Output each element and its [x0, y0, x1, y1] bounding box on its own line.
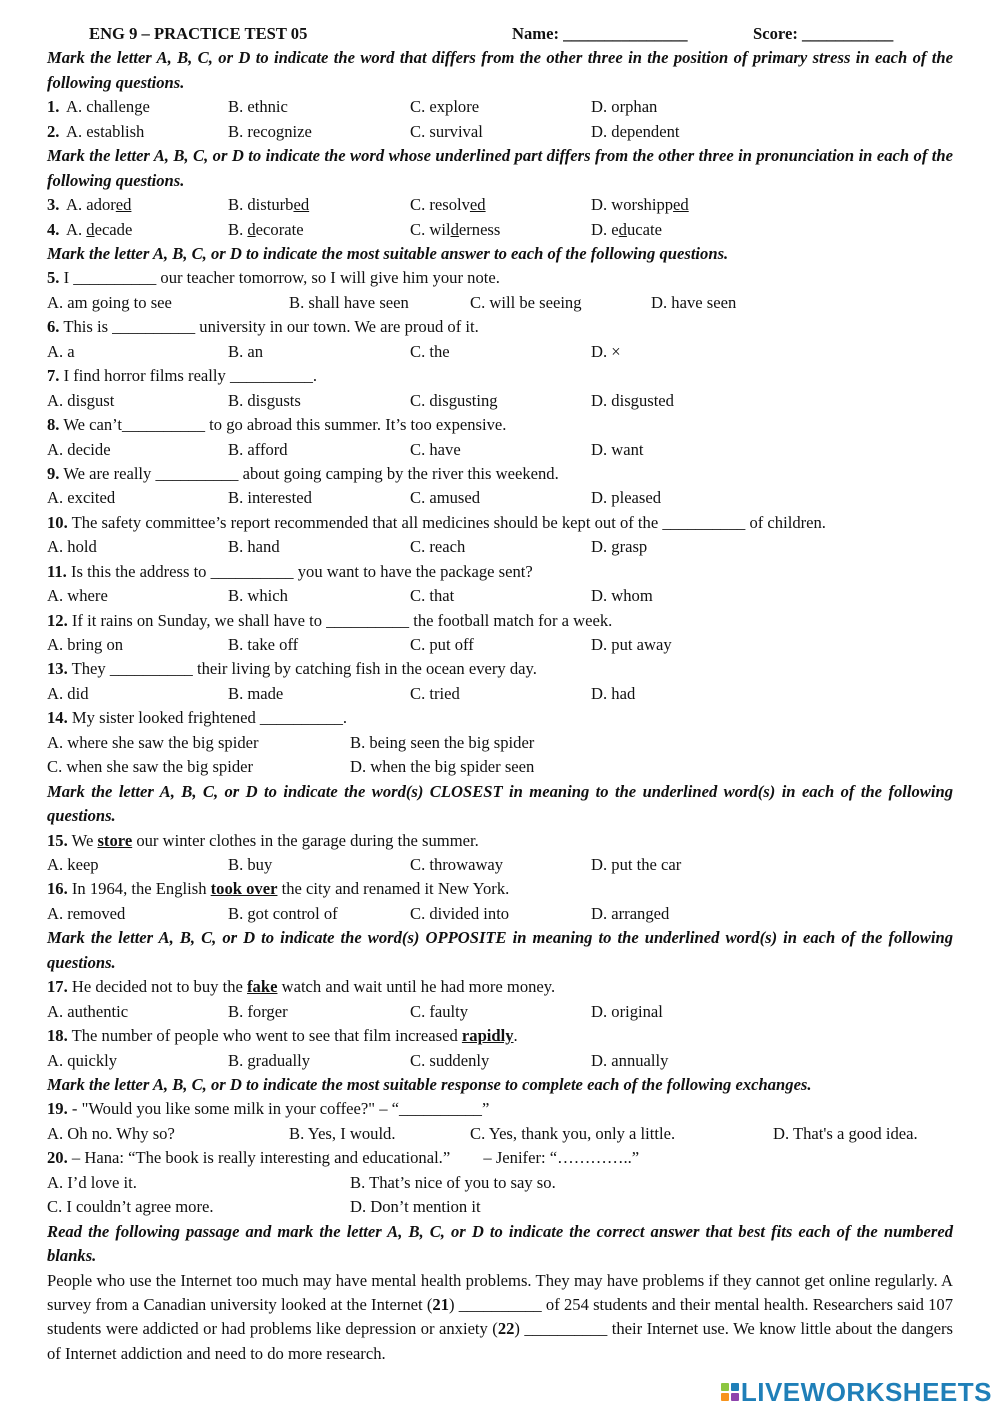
question-stem: They __________ their living by catching fish in the ocean every day. — [71, 659, 537, 679]
option-d[interactable]: D. want — [591, 439, 644, 459]
question-20-options-ab — [47, 1171, 953, 1195]
question-number: 6. — [47, 317, 60, 337]
question-number: 4. — [47, 219, 60, 239]
option-a[interactable] — [66, 193, 131, 217]
question-number: 8. — [47, 415, 60, 435]
header-row — [47, 22, 953, 46]
liveworksheets-logo — [721, 1377, 992, 1407]
question-number: 16. — [47, 879, 68, 899]
question-5-options — [47, 291, 953, 315]
question-6-stem — [47, 315, 953, 339]
option-b[interactable]: B. which — [228, 586, 288, 606]
question-stem: The number of people who went to see that film increased — [71, 1026, 462, 1046]
option-d[interactable] — [591, 193, 689, 217]
underlined-part: ed — [673, 195, 689, 215]
option-b[interactable]: B. buy — [228, 854, 273, 874]
question-12-stem — [47, 609, 953, 633]
question-8-stem — [47, 413, 953, 437]
underlined-keyword: fake — [247, 977, 278, 997]
name-field[interactable]: Name: _______________ — [512, 24, 688, 43]
option-text: D. e — [591, 219, 619, 239]
option-a[interactable]: A. hold — [47, 537, 97, 557]
question-7-stem — [47, 364, 953, 388]
option-c[interactable]: C. have — [410, 439, 461, 459]
option-text: ecorate — [255, 219, 304, 239]
question-stem: If it rains on Sunday, we shall have to __________ the football match for a week. — [71, 610, 613, 630]
option-b[interactable]: B. shall have seen — [289, 292, 409, 312]
option-d[interactable]: D. put the car — [591, 854, 682, 874]
instruction-closest: Mark the letter A, B, C, or D to indicate the word(s) CLOSEST in meaning to the underlined word(s) in each of the following questions. — [47, 781, 953, 826]
underlined-part: d — [247, 219, 256, 239]
question-stem: In 1964, the English — [71, 879, 211, 899]
option-b[interactable]: B. an — [228, 341, 264, 361]
option-c[interactable]: C. Yes, thank you, only a little. — [470, 1123, 676, 1143]
question-stem: He decided not to buy the — [71, 977, 248, 997]
question-1 — [47, 95, 953, 119]
question-stem: our winter clothes in the garage during the summer. — [132, 830, 479, 850]
option-d[interactable]: D. orphan — [591, 97, 658, 117]
question-16-stem — [47, 877, 953, 901]
option-text: ecade — [94, 219, 133, 239]
option-b[interactable]: B. interested — [228, 488, 312, 508]
worksheet-page — [47, 22, 953, 1366]
underlined-part: d — [618, 219, 627, 239]
option-text: C. wil — [410, 219, 451, 239]
option-b[interactable]: B. gradually — [228, 1050, 311, 1070]
option-d[interactable]: D. whom — [591, 586, 653, 606]
option-b[interactable]: B. Yes, I would. — [289, 1123, 396, 1143]
option-b[interactable]: B. disgusts — [228, 390, 301, 410]
option-b[interactable]: B. ethnic — [228, 97, 288, 117]
option-c[interactable]: C. tried — [410, 683, 460, 703]
option-d[interactable]: D. had — [591, 683, 636, 703]
option-b[interactable]: B. hand — [228, 537, 280, 557]
option-b[interactable] — [228, 218, 304, 242]
question-stem: This is __________ university in our town. We are proud of it. — [63, 317, 479, 337]
question-19-options — [47, 1122, 953, 1146]
option-a[interactable]: A. I’d love it. — [47, 1172, 137, 1192]
question-14-options-ab — [47, 731, 953, 755]
passage-text: ) __________ of 254 students and their mental health. Researchers said 107 students were addicted or had problems like depression or anxiety ( — [47, 1294, 953, 1339]
question-13-stem — [47, 657, 953, 681]
option-text: B. — [228, 219, 248, 239]
question-number: 18. — [47, 1026, 68, 1046]
instruction-stress: Mark the letter A, B, C, or D to indicate the word that differs from the other three in the position of primary stress in each of the following questions. — [47, 48, 953, 92]
option-a[interactable]: A. establish — [66, 121, 145, 141]
option-b[interactable]: B. afford — [228, 439, 288, 459]
question-stem: . — [513, 1026, 518, 1046]
reading-passage — [47, 1269, 953, 1367]
option-a[interactable]: A. am going to see — [47, 292, 172, 312]
option-a[interactable]: A. authentic — [47, 1001, 129, 1021]
question-20-options-cd — [47, 1195, 953, 1219]
option-c[interactable]: C. will be seeing — [470, 292, 582, 312]
option-a[interactable]: A. bring on — [47, 635, 124, 655]
option-c[interactable]: C. amused — [410, 488, 481, 508]
option-a[interactable]: A. disgust — [47, 390, 115, 410]
question-stem: We — [71, 830, 98, 850]
question-stem: – Hana: “The book is really interesting and educational.” – Jenifer: “…………..” — [67, 1148, 640, 1168]
option-d[interactable]: D. arranged — [591, 903, 670, 923]
option-c[interactable]: C. I couldn’t agree more. — [47, 1197, 214, 1217]
question-3 — [47, 193, 953, 217]
underlined-part: ed — [469, 195, 486, 215]
question-number: 1. — [47, 97, 60, 117]
question-9-options — [47, 486, 953, 510]
option-c[interactable]: C. disgusting — [410, 390, 498, 410]
option-a[interactable]: A. removed — [47, 903, 126, 923]
option-c[interactable]: C. when she saw the big spider — [47, 757, 254, 777]
option-d[interactable]: D. Don’t mention it — [350, 1197, 481, 1217]
option-d[interactable]: D. pleased — [591, 488, 662, 508]
option-d[interactable]: D. when the big spider seen — [350, 757, 535, 777]
question-14-stem — [47, 706, 953, 730]
option-text: B. disturb — [228, 195, 294, 215]
question-number: 13. — [47, 659, 68, 679]
question-19-stem — [47, 1097, 953, 1121]
option-text: ucate — [626, 219, 662, 239]
question-stem: The safety committee’s report recommended that all medicines should be kept out of the __________ of children. — [71, 512, 826, 532]
question-stem: I find horror films really __________. — [63, 366, 318, 386]
option-c[interactable] — [410, 218, 500, 242]
question-2 — [47, 120, 953, 144]
liveworksheets-logo-icon — [721, 1383, 739, 1401]
instruction-opposite: Mark the letter A, B, C, or D to indicate the word(s) OPPOSITE in meaning to the underlined word(s) in each of the following questions. — [47, 928, 953, 972]
option-b[interactable]: B. That’s nice of you to say so. — [350, 1172, 556, 1192]
option-a[interactable]: A. where — [47, 586, 108, 606]
question-number: 10. — [47, 512, 68, 532]
question-4 — [47, 218, 953, 242]
option-d[interactable] — [591, 218, 662, 242]
option-d[interactable]: D. have seen — [651, 292, 737, 312]
option-text: erness — [458, 219, 501, 239]
option-c[interactable]: C. survival — [410, 121, 483, 141]
option-a[interactable]: A. excited — [47, 488, 116, 508]
option-text: D. worshipp — [591, 195, 674, 215]
passage-text: ) __________ their Internet use. We know little about the dangers of Internet addiction and need to do more research. — [47, 1319, 953, 1363]
question-stem: the city and renamed it New York. — [277, 879, 510, 899]
question-number: 5. — [47, 268, 60, 288]
question-18-stem — [47, 1024, 953, 1048]
option-c[interactable] — [410, 193, 486, 217]
option-a[interactable]: A. challenge — [66, 97, 150, 117]
question-stem: I __________ our teacher tomorrow, so I will give him your note. — [63, 268, 500, 288]
question-13-options — [47, 682, 953, 706]
option-d[interactable]: D. × — [591, 341, 621, 361]
option-a[interactable]: A. decide — [47, 439, 111, 459]
option-a[interactable]: A. a — [47, 341, 75, 361]
option-d[interactable]: D. grasp — [591, 537, 648, 557]
question-20-stem — [47, 1146, 953, 1170]
question-9-stem — [47, 462, 953, 486]
option-b[interactable]: B. made — [228, 683, 284, 703]
underlined-part: ed — [293, 195, 310, 215]
option-a[interactable]: A. did — [47, 683, 89, 703]
test-title: ENG 9 – PRACTICE TEST 05 — [89, 24, 308, 43]
question-number: 2. — [47, 121, 60, 141]
question-5-stem — [47, 266, 953, 290]
option-text: A. ador — [66, 195, 116, 215]
underlined-part: d — [450, 219, 459, 239]
option-a[interactable]: A. quickly — [47, 1050, 118, 1070]
option-c[interactable]: C. the — [410, 341, 450, 361]
question-11-options — [47, 584, 953, 608]
question-stem: Is this the address to __________ you want to have the package sent? — [70, 561, 533, 581]
question-stem: We can’t__________ to go abroad this summer. It’s too expensive. — [63, 415, 507, 435]
option-d[interactable]: D. annually — [591, 1050, 669, 1070]
question-number: 7. — [47, 366, 60, 386]
underlined-part: ed — [115, 195, 132, 215]
option-c[interactable]: C. throwaway — [410, 854, 504, 874]
option-b[interactable]: B. take off — [228, 635, 299, 655]
question-number: 11. — [47, 561, 67, 581]
blank-number-21: 21 — [432, 1294, 449, 1314]
blank-number-22: 22 — [497, 1319, 515, 1339]
underlined-keyword: store — [97, 830, 133, 850]
option-a[interactable] — [66, 218, 132, 242]
option-text: C. resolv — [410, 195, 470, 215]
question-8-options — [47, 438, 953, 462]
instruction-response: Mark the letter A, B, C, or D to indicate the most suitable response to complete each of the following exchanges. — [47, 1074, 812, 1094]
instruction-suitable: Mark the letter A, B, C, or D to indicate the most suitable answer to each of the following questions. — [47, 244, 729, 263]
option-text: A. — [66, 219, 87, 239]
option-b[interactable]: B. forger — [228, 1001, 288, 1021]
question-18-options — [47, 1049, 953, 1073]
question-6-options — [47, 340, 953, 364]
question-number: 17. — [47, 977, 68, 997]
underlined-keyword: took over — [210, 879, 278, 899]
option-c[interactable]: C. explore — [410, 97, 480, 117]
question-17-options — [47, 1000, 953, 1024]
question-number: 20. — [47, 1148, 68, 1168]
question-10-stem — [47, 511, 953, 535]
option-d[interactable]: D. disgusted — [591, 390, 674, 410]
question-stem: We are really __________ about going camping by the river this weekend. — [63, 463, 559, 483]
instruction-pronunciation: Mark the letter A, B, C, or D to indicate the word whose underlined part differs from the other three in pronunciation in each of the following questions. — [47, 146, 953, 190]
question-number: 19. — [47, 1099, 68, 1119]
option-a[interactable]: A. keep — [47, 854, 99, 874]
option-c[interactable]: C. that — [410, 586, 455, 606]
option-c[interactable]: C. faulty — [410, 1001, 469, 1021]
question-15-options — [47, 853, 953, 877]
option-b[interactable]: B. recognize — [228, 121, 312, 141]
option-a[interactable]: A. where she saw the big spider — [47, 732, 259, 752]
question-10-options — [47, 535, 953, 559]
instruction-passage: Read the following passage and mark the letter A, B, C, or D to indicate the correct answer that best fits each of the numbered blanks. — [47, 1221, 953, 1266]
option-d[interactable]: D. That's a good idea. — [773, 1123, 918, 1143]
question-11-stem — [47, 560, 953, 584]
option-d[interactable]: D. dependent — [591, 121, 680, 141]
option-c[interactable]: C. suddenly — [410, 1050, 490, 1070]
score-field[interactable]: Score: ___________ — [753, 24, 894, 43]
question-number: 12. — [47, 610, 68, 630]
underlined-keyword: rapidly — [461, 1026, 514, 1046]
option-d[interactable]: D. put away — [591, 635, 672, 655]
question-number: 9. — [47, 463, 60, 483]
question-number: 14. — [47, 708, 68, 728]
option-b[interactable]: B. got control of — [228, 903, 338, 923]
question-7-options — [47, 389, 953, 413]
option-a[interactable]: A. Oh no. Why so? — [47, 1123, 175, 1143]
option-b[interactable] — [228, 193, 309, 217]
liveworksheets-logo-text: LIVEWORKSHEETS — [740, 1376, 992, 1407]
question-stem: watch and wait until he had more money. — [277, 977, 556, 997]
question-number: 3. — [47, 195, 60, 215]
option-c[interactable]: C. put off — [410, 635, 474, 655]
question-stem: My sister looked frightened __________. — [71, 708, 348, 728]
question-17-stem — [47, 975, 953, 999]
question-14-options-cd — [47, 755, 953, 779]
question-15-stem — [47, 829, 953, 853]
question-12-options — [47, 633, 953, 657]
option-b[interactable]: B. being seen the big spider — [350, 732, 535, 752]
passage-text: People who use the Internet too much may have mental health problems. They may have problems if they cannot get online regularly. A survey from a Canadian university looked at the Internet ( — [47, 1270, 953, 1314]
option-d[interactable]: D. original — [591, 1001, 663, 1021]
option-c[interactable]: C. reach — [410, 537, 466, 557]
option-c[interactable]: C. divided into — [410, 903, 510, 923]
question-16-options — [47, 902, 953, 926]
question-number: 15. — [47, 830, 68, 850]
question-stem: - "Would you like some milk in your coffee?" – “__________” — [67, 1099, 490, 1119]
underlined-part: d — [86, 219, 95, 239]
